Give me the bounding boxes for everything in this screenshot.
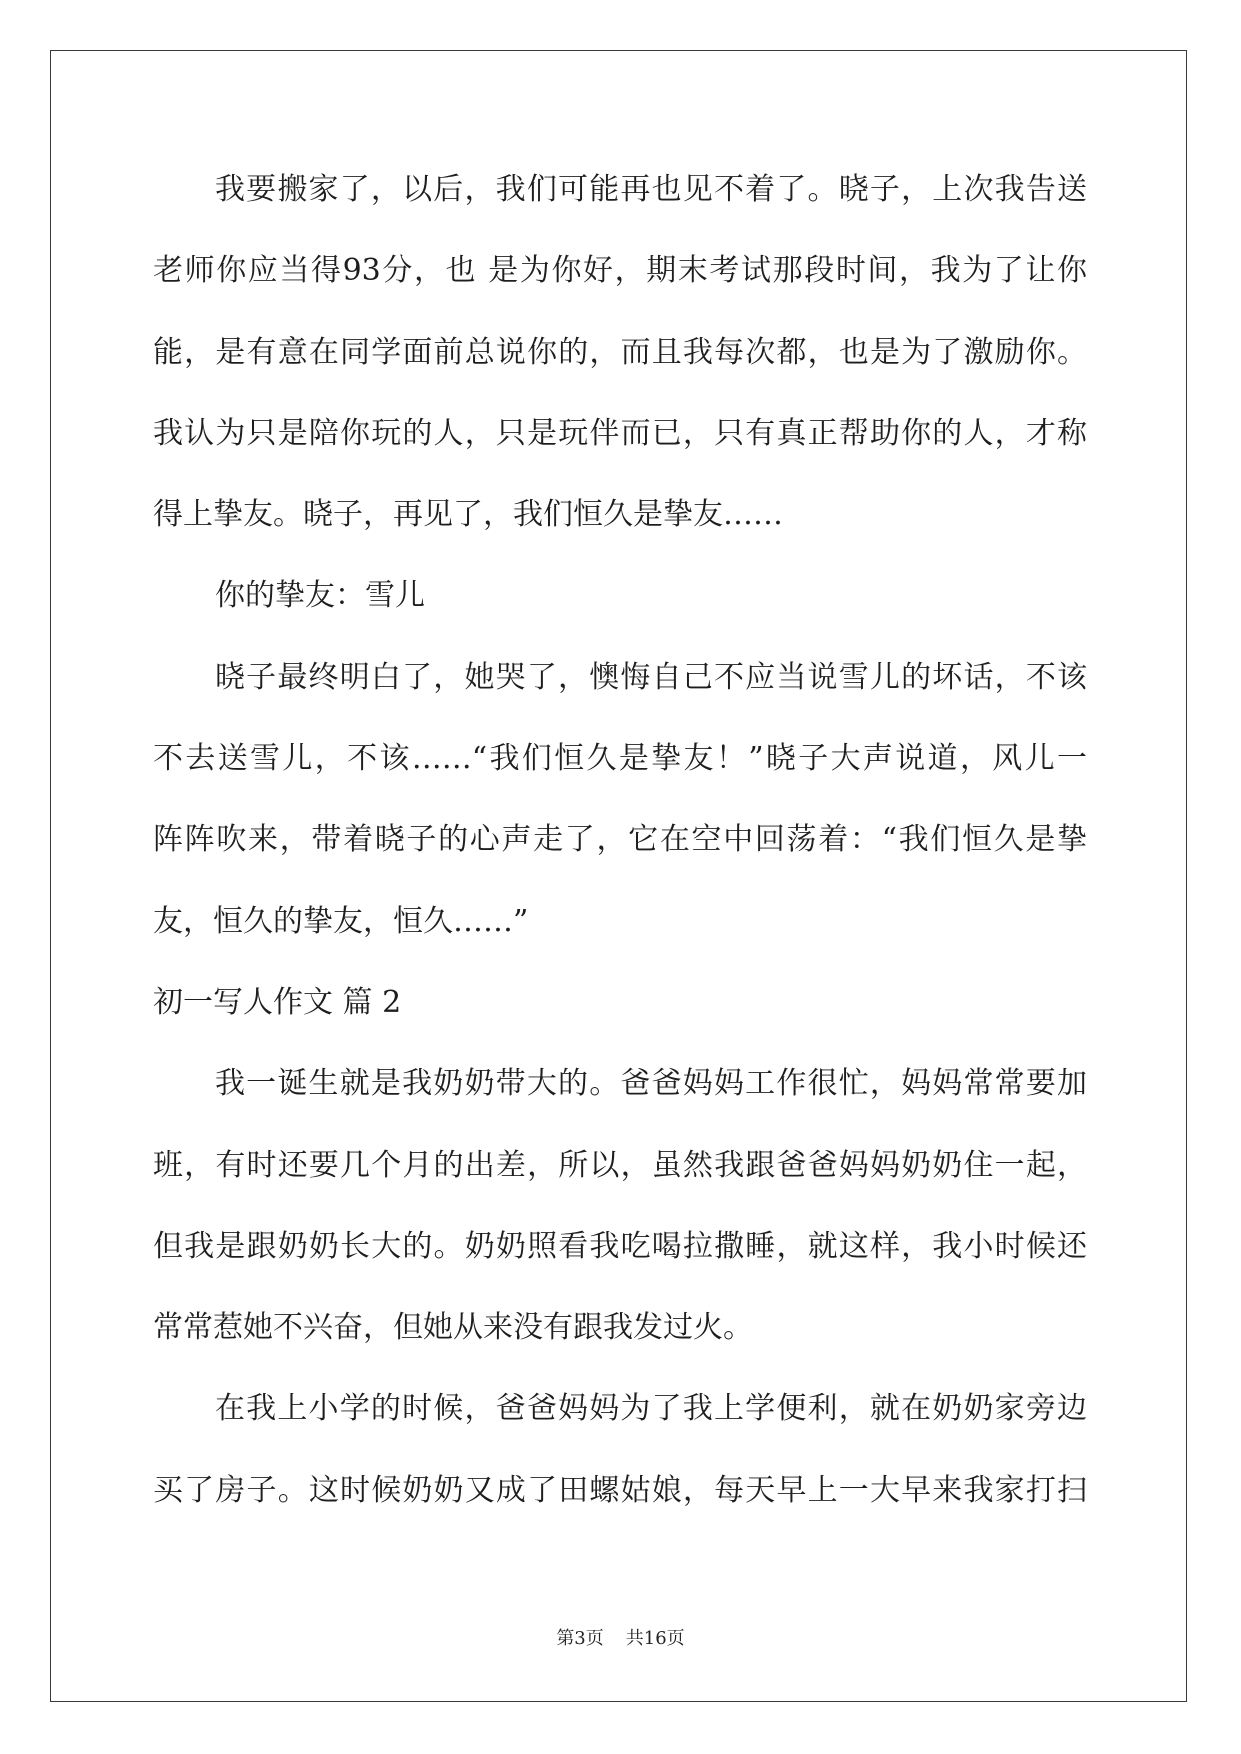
text-line: 能，是有意在同学面前总说你的，而且我每次都，也是为了激励你。	[153, 334, 1087, 370]
heading-line: 初一写人作文 篇 2	[153, 984, 402, 1020]
text-line: 友，恒久的挚友，恒久……”	[153, 903, 529, 939]
text-line: 我一诞生就是我奶奶带大的。爸爸妈妈工作很忙，妈妈常常要加	[215, 1066, 1087, 1102]
signature-paragraph	[153, 555, 1087, 636]
paragraph	[153, 1043, 1087, 1368]
text-line: 不去送雪儿，不该……“我们恒久是挚友！”晓子大声说道，风儿一	[153, 741, 1087, 777]
text-line: 你的挚友：雪儿	[215, 578, 425, 614]
text-line: 常常惹她不兴奋，但她从来没有跟我发过火。	[153, 1310, 753, 1346]
text-line: 但我是跟奶奶长大的。奶奶照看我吃喝拉撒睡，就这样，我小时候还	[153, 1228, 1087, 1264]
paragraph	[153, 149, 1087, 555]
page-number: 第3页	[556, 1628, 604, 1649]
section-heading	[153, 962, 1087, 1043]
text-line: 买了房子。这时候奶奶又成了田螺姑娘，每天早上一大早来我家打扫	[153, 1472, 1087, 1508]
text-line: 阵阵吹来，带着晓子的心声走了，它在空中回荡着：“我们恒久是挚	[153, 822, 1087, 858]
text-line: 得上挚友。晓子，再见了，我们恒久是挚友……	[153, 497, 783, 533]
paragraph	[153, 637, 1087, 962]
text-line: 晓子最终明白了，她哭了，懊悔自己不应当说雪儿的坏话，不该	[215, 659, 1087, 695]
text-line: 在我上小学的时候，爸爸妈妈为了我上学便利，就在奶奶家旁边	[215, 1391, 1087, 1427]
paragraph	[153, 1368, 1087, 1531]
page-total: 共16页	[625, 1628, 685, 1649]
text-line: 班，有时还要几个月的出差，所以，虽然我跟爸爸妈妈奶奶住一起，	[153, 1147, 1087, 1183]
document-body	[153, 149, 1087, 1531]
text-line: 我认为只是陪你玩的人，只是玩伴而已，只有真正帮助你的人，才称	[153, 415, 1087, 451]
page-footer	[0, 1626, 1241, 1652]
text-line: 我要搬家了，以后，我们可能再也见不着了。晓子，上次我告送	[215, 172, 1087, 207]
text-line: 老师你应当得93分，也 是为你好，期末考试那段时间，我为了让你	[153, 253, 1087, 289]
